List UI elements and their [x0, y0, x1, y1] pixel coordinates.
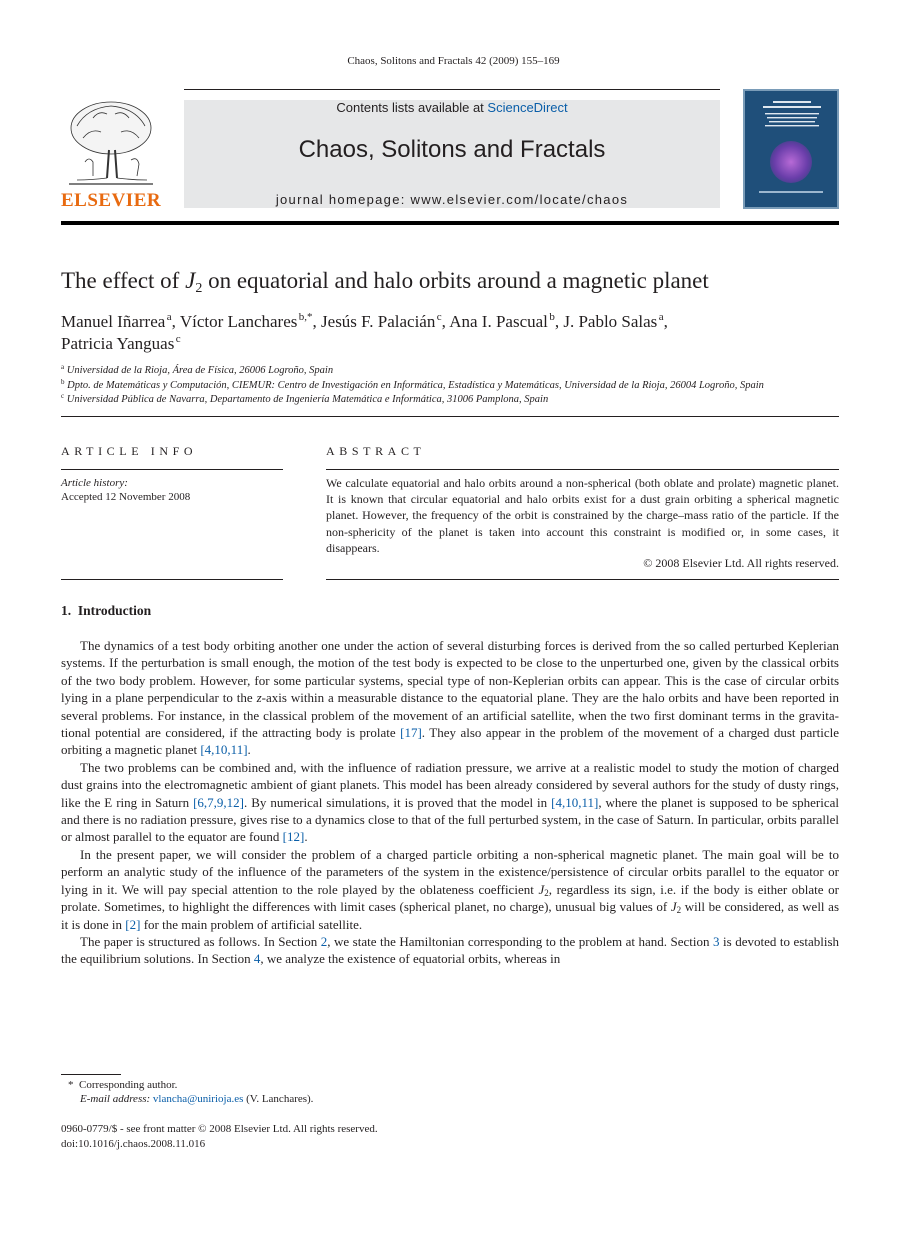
footnote-line: [68, 1078, 313, 1092]
affiliation-text: Dpto. de Matemáticas y Computación, CIEMUR: Centro de Investigación en Informática, Estadística y Matemáticas, Universidad de la Rioja, 26004 Logroño, Spain: [67, 379, 764, 391]
elsevier-tree-icon: [63, 98, 159, 188]
email-owner: (V. Lanchares).: [246, 1093, 314, 1105]
section-number: 1.: [61, 603, 72, 618]
author-name[interactable]: Manuel Iñarrea: [61, 312, 166, 331]
author-separator: ,: [441, 312, 450, 331]
email-link[interactable]: vlancha@unirioja.es: [152, 1093, 244, 1105]
abstract-text: We calculate equatorial and halo orbits around a non-spherical (both oblate and prolate) magnetic planet. It is known that circular equatorial and halo orbits exist for a dust grain orbiting a spherical magnetic planet. However, the frequency of the orbit is constrained by the charge–mass ratio of the particle. If the non-sphericity of the planet is taken into account this constraint is modified or, in some cases, it disappears.: [326, 476, 839, 555]
citation-link[interactable]: [4,10,11]: [200, 742, 248, 758]
text-run: . They also appear in the problem of the movement of a charged dust particle orbiting a magnetic planet: [61, 725, 840, 758]
abstract-heading: ABSTRACT: [326, 444, 426, 458]
paragraph: [61, 759, 839, 846]
citation-link[interactable]: [17]: [400, 725, 422, 741]
paragraph: [61, 933, 839, 968]
article-info-heading: ARTICLE INFO: [61, 444, 198, 458]
section-heading-introduction: [61, 603, 151, 619]
title-suffix: on equatorial and halo orbits around a magnetic planet: [208, 268, 709, 293]
math-variable: J: [670, 899, 677, 915]
text-run: -axis within a measurable distance to the equatorial plane. They are the halo orbits and have been reported in several problems. For instance, in the classical problem of the movement of an artificial satellite, when the two first dominant terms in the gravitational potential are considered, if the attracting body is prolate: [61, 690, 839, 741]
text-run: .: [247, 742, 251, 758]
affiliation-label: c: [61, 392, 65, 400]
author-affiliation-mark[interactable]: c: [175, 333, 181, 345]
section-title: Introduction: [77, 603, 152, 618]
title-symbol: J: [185, 268, 196, 293]
author-name[interactable]: Víctor Lanchares: [179, 312, 298, 331]
footnote-text: Corresponding author.: [79, 1079, 178, 1091]
author-affiliation-mark[interactable]: a: [658, 311, 664, 323]
paragraph: [61, 637, 839, 759]
citation-link[interactable]: [12]: [282, 829, 305, 845]
author-affiliation-mark[interactable]: c: [436, 311, 442, 323]
article-history: [61, 476, 190, 504]
math-variable: J: [538, 881, 545, 897]
journal-title: Chaos, Solitons and Fractals: [298, 136, 606, 163]
sciencedirect-link[interactable]: ScienceDirect: [487, 100, 568, 115]
journal-banner: [184, 100, 720, 208]
cover-title-lines: [753, 99, 831, 137]
author-affiliation-mark[interactable]: b,*: [298, 311, 313, 323]
affiliation-item: [61, 364, 851, 379]
author-affiliation-mark[interactable]: a: [166, 311, 172, 323]
text-run: , we state the Hamiltonian corresponding to the problem at hand. Section: [327, 933, 710, 949]
text-run: The two problems can be combined and, with the influence of radiation pressure, we arrive at a realistic model to study the motion of charged dust grains into the electromagnetic ambient of giant planets. This model has been already considered by several authors for the study of dusty rings, like the E ring in Saturn: [61, 759, 839, 810]
math-subscript: 2: [676, 905, 682, 916]
math-subscript: 2: [544, 887, 549, 898]
author-name[interactable]: J. Pablo Salas: [563, 312, 658, 331]
affiliation-item: [61, 393, 851, 408]
text-run: is devoted to establish the equilibrium solutions. In Section: [61, 933, 840, 967]
cover-footer-line: [759, 191, 823, 193]
accepted-date: Accepted 12 November 2008: [61, 491, 191, 503]
affiliation-label: a: [61, 363, 65, 371]
text-run: The dynamics of a test body orbiting another one under the action of several disturbing forces is derived from the so called perturbed Keplerian systems. If the perturbation is small enough, the motion of the test body is expected to be close to the unperturbed one, given by the classical orbits of the two body problem. However, for some particular systems, special type of non-Keplerian orbits can appear. This is the case of circular orbits lying in a plane perpendicular to the: [61, 638, 839, 706]
elsevier-wordmark: ELSEVIER: [61, 190, 162, 211]
citation-link[interactable]: [2]: [125, 916, 141, 932]
journal-homepage[interactable]: journal homepage: www.elsevier.com/locate/chaos: [275, 192, 629, 207]
header-rule: [184, 89, 720, 90]
footnote-rule: [61, 1074, 121, 1075]
affiliation-list: [61, 364, 851, 408]
text-run: The paper is structured as follows. In Section: [80, 933, 318, 949]
author-separator: ,: [171, 312, 180, 331]
email-label: E-mail address:: [80, 1093, 151, 1105]
citation-link[interactable]: [4,10,11]: [551, 794, 599, 810]
text-run: , where the planet is supposed to be spherical and there is no radiation pressure, gives rise to a dynamics close to that of the full perturbed system, in the case of Saturn. In particular, orbits parallel or almost parallel to the equator are found: [61, 794, 840, 845]
cover-fractal-image: [770, 141, 812, 183]
issn-block: [61, 1122, 378, 1151]
affiliation-text: Universidad Pública de Navarra, Departamento de Ingeniería Matemática e Informática, 31006 Pamplona, Spain: [66, 394, 549, 405]
author-list: [61, 311, 839, 355]
affiliation-item: [61, 379, 851, 394]
section-link[interactable]: 4: [253, 951, 261, 967]
affiliation-label: b: [61, 377, 65, 386]
title-prefix: The effect of: [61, 268, 180, 293]
text-run: , we analyze the existence of equatorial orbits, whereas in: [260, 951, 561, 967]
introduction-body: [61, 637, 839, 968]
footnote-star: *: [68, 1079, 74, 1091]
journal-citation: Chaos, Solitons and Fractals 42 (2009) 155–169: [347, 55, 560, 67]
abstract-copyright: © 2008 Elsevier Ltd. All rights reserved.: [643, 556, 839, 570]
article-title: [61, 268, 709, 294]
text-run: .: [304, 829, 308, 845]
author-separator: ,: [312, 312, 322, 331]
text-run: , regardless its sign, i.e. if the body is either oblate or prolate. Sometimes, to highlight the differences with limit cases (spherical planet, no charge), unusual big values of: [61, 881, 839, 915]
section-link[interactable]: 2: [320, 933, 328, 949]
corresponding-author-footnote: [68, 1078, 313, 1106]
doi-line[interactable]: doi:10.1016/j.chaos.2008.11.016: [61, 1137, 206, 1150]
footnote-email-line: [68, 1092, 313, 1106]
affiliation-rule: [61, 416, 839, 417]
journal-cover-image[interactable]: [743, 89, 839, 209]
elsevier-logo[interactable]: [61, 98, 161, 210]
author-name[interactable]: Ana I. Pascual: [449, 312, 548, 331]
issn-line: 0960-0779/$ - see front matter © 2008 Elsevier Ltd. All rights reserved.: [61, 1123, 378, 1135]
text-run: for the main problem of artificial satellite.: [143, 916, 363, 932]
text-run: will be considered, as well as it is done in: [61, 899, 839, 932]
paragraph: [61, 846, 839, 933]
header-thick-rule: [61, 221, 839, 225]
author-separator: ,: [663, 312, 668, 331]
article-info-top-rule: [61, 469, 283, 470]
author-affiliation-mark[interactable]: b: [549, 311, 555, 323]
abstract-top-rule: [326, 469, 839, 470]
abstract-bottom-rule: [326, 579, 839, 580]
author-separator: ,: [554, 312, 564, 331]
text-run: . By numerical simulations, it is proved that the model in: [244, 794, 548, 810]
section-link[interactable]: 3: [713, 933, 720, 949]
contents-prefix: Contents lists available at: [336, 100, 484, 115]
math-variable: z: [256, 690, 262, 706]
affiliation-text: Universidad de la Rioja, Área de Física, 26006 Logroño, Spain: [66, 365, 334, 376]
citation-link[interactable]: [6,7,9,12]: [193, 794, 244, 810]
contents-line: [184, 100, 720, 115]
text-run: In the present paper, we will consider the problem of a charged particle orbiting a non-spherical magnetic planet. The main goal will be to perform an analytic study of the influence of the parameters of the system in the existence/persistence of circular orbits parallel to the equator or lying in it. We will pay special attention to the role played by the oblateness coefficient: [61, 846, 839, 897]
history-label: Article history:: [61, 477, 128, 489]
title-subscript: 2: [195, 281, 203, 296]
article-info-bottom-rule: [61, 579, 283, 580]
author-name[interactable]: Jesús F. Palacián: [321, 312, 436, 331]
author-name[interactable]: Patricia Yanguas: [61, 334, 175, 353]
